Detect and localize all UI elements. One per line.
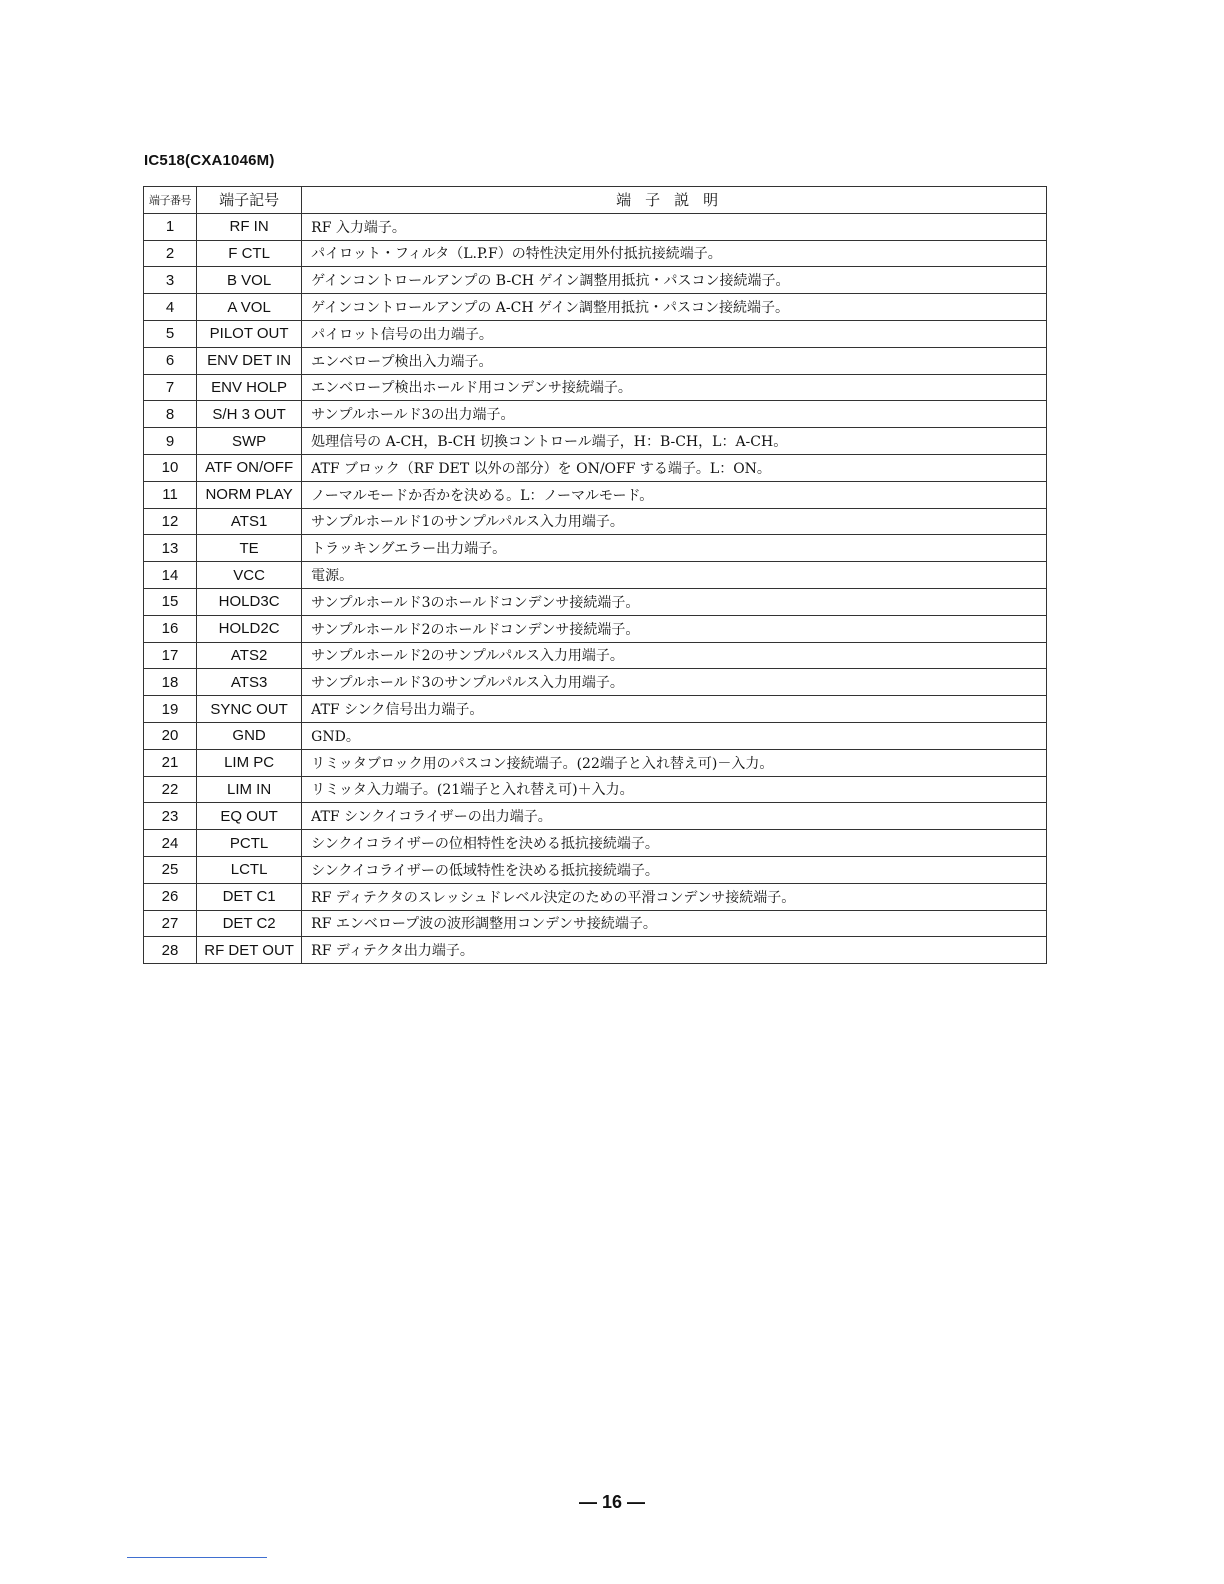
pin-symbol: PCTL xyxy=(197,830,302,857)
pin-symbol: B VOL xyxy=(197,267,302,294)
pin-symbol: NORM PLAY xyxy=(197,481,302,508)
pin-number: 10 xyxy=(144,454,197,481)
pin-number: 1 xyxy=(144,213,197,240)
pin-number: 14 xyxy=(144,562,197,589)
pin-number: 3 xyxy=(144,267,197,294)
table-row xyxy=(144,696,1047,723)
pin-symbol: A VOL xyxy=(197,294,302,321)
pin-number: 27 xyxy=(144,910,197,937)
pin-description: シンクイコライザーの低域特性を決める抵抗接続端子。 xyxy=(302,856,1047,883)
pin-symbol: EQ OUT xyxy=(197,803,302,830)
pin-number: 23 xyxy=(144,803,197,830)
pin-description: ゲインコントロールアンプの A-CH ゲイン調整用抵抗・パスコン接続端子。 xyxy=(302,294,1047,321)
table-row xyxy=(144,267,1047,294)
table-row xyxy=(144,347,1047,374)
footer-rule xyxy=(127,1557,267,1558)
table-row xyxy=(144,856,1047,883)
pin-number: 4 xyxy=(144,294,197,321)
page-number: — 16 — xyxy=(578,1492,646,1512)
pin-description: ATF シンク信号出力端子。 xyxy=(302,696,1047,723)
pin-description: サンプルホールド1のサンプルパルス入力用端子。 xyxy=(302,508,1047,535)
pin-number: 16 xyxy=(144,615,197,642)
pin-symbol: ENV DET IN xyxy=(197,347,302,374)
table-row xyxy=(144,454,1047,481)
pin-symbol: GND xyxy=(197,722,302,749)
table-row xyxy=(144,374,1047,401)
pin-number: 22 xyxy=(144,776,197,803)
pin-number: 5 xyxy=(144,320,197,347)
pin-symbol: ATS2 xyxy=(197,642,302,669)
table-row xyxy=(144,722,1047,749)
pin-description: リミッタブロック用のパスコン接続端子。(22端子と入れ替え可)－入力。 xyxy=(302,749,1047,776)
pin-description: RF 入力端子。 xyxy=(302,213,1047,240)
table-row xyxy=(144,320,1047,347)
pin-number: 7 xyxy=(144,374,197,401)
pin-description: トラッキングエラー出力端子。 xyxy=(302,535,1047,562)
pin-number: 9 xyxy=(144,428,197,455)
pin-number: 19 xyxy=(144,696,197,723)
pin-symbol: LIM IN xyxy=(197,776,302,803)
pin-symbol: HOLD2C xyxy=(197,615,302,642)
pin-number: 25 xyxy=(144,856,197,883)
pin-description: GND。 xyxy=(302,722,1047,749)
pin-symbol: ATS1 xyxy=(197,508,302,535)
table-row xyxy=(144,562,1047,589)
pin-description: ATF シンクイコライザーの出力端子。 xyxy=(302,803,1047,830)
pin-symbol: F CTL xyxy=(197,240,302,267)
pin-symbol: RF IN xyxy=(197,213,302,240)
header-pin-number: 端子番号 xyxy=(144,187,197,214)
pin-symbol: VCC xyxy=(197,562,302,589)
table-row xyxy=(144,776,1047,803)
table-row xyxy=(144,213,1047,240)
pin-symbol: LCTL xyxy=(197,856,302,883)
pin-symbol: ENV HOLP xyxy=(197,374,302,401)
table-row xyxy=(144,428,1047,455)
table-row xyxy=(144,401,1047,428)
pin-description: エンベロープ検出ホールド用コンデンサ接続端子。 xyxy=(302,374,1047,401)
pin-number: 11 xyxy=(144,481,197,508)
pin-symbol: SWP xyxy=(197,428,302,455)
table-row xyxy=(144,803,1047,830)
pin-description: サンプルホールド3の出力端子。 xyxy=(302,401,1047,428)
pin-number: 26 xyxy=(144,883,197,910)
header-pin-symbol: 端子記号 xyxy=(197,187,302,214)
table-row xyxy=(144,937,1047,964)
pin-description: 電源。 xyxy=(302,562,1047,589)
pin-number: 6 xyxy=(144,347,197,374)
table-row xyxy=(144,830,1047,857)
table-row xyxy=(144,669,1047,696)
pin-number: 12 xyxy=(144,508,197,535)
page-heading: IC518(CXA1046M) xyxy=(144,152,275,169)
pin-number: 28 xyxy=(144,937,197,964)
pin-symbol: RF DET OUT xyxy=(197,937,302,964)
pin-symbol: TE xyxy=(197,535,302,562)
pin-number: 8 xyxy=(144,401,197,428)
pin-description: ゲインコントロールアンプの B-CH ゲイン調整用抵抗・パスコン接続端子。 xyxy=(302,267,1047,294)
pin-description: RF ディテクタのスレッシュドレベル決定のための平滑コンデンサ接続端子。 xyxy=(302,883,1047,910)
table-row xyxy=(144,240,1047,267)
pin-number: 21 xyxy=(144,749,197,776)
pin-description: パイロット信号の出力端子。 xyxy=(302,320,1047,347)
table-row xyxy=(144,588,1047,615)
table-row xyxy=(144,535,1047,562)
table-body xyxy=(144,213,1047,963)
pin-number: 2 xyxy=(144,240,197,267)
pin-description: サンプルホールド2のホールドコンデンサ接続端子。 xyxy=(302,615,1047,642)
pin-symbol: ATF ON/OFF xyxy=(197,454,302,481)
pin-symbol: ATS3 xyxy=(197,669,302,696)
header-pin-description: 端子説明 xyxy=(302,187,1047,214)
pin-description: リミッタ入力端子。(21端子と入れ替え可)＋入力。 xyxy=(302,776,1047,803)
pin-symbol: LIM PC xyxy=(197,749,302,776)
pin-description: RF エンベロープ波の波形調整用コンデンサ接続端子。 xyxy=(302,910,1047,937)
pin-symbol: S/H 3 OUT xyxy=(197,401,302,428)
pin-description: シンクイコライザーの位相特性を決める抵抗接続端子。 xyxy=(302,830,1047,857)
pin-symbol: HOLD3C xyxy=(197,588,302,615)
pin-symbol: DET C1 xyxy=(197,883,302,910)
table-row xyxy=(144,883,1047,910)
pin-description: エンベロープ検出入力端子。 xyxy=(302,347,1047,374)
pin-number: 20 xyxy=(144,722,197,749)
pin-number: 17 xyxy=(144,642,197,669)
table-header xyxy=(144,187,1047,214)
table-row xyxy=(144,294,1047,321)
pin-number: 24 xyxy=(144,830,197,857)
table-row xyxy=(144,910,1047,937)
table-row xyxy=(144,749,1047,776)
pin-description: サンプルホールド3のサンプルパルス入力用端子。 xyxy=(302,669,1047,696)
pin-symbol: PILOT OUT xyxy=(197,320,302,347)
table-row xyxy=(144,642,1047,669)
pin-description: ノーマルモードか否かを決める。L：ノーマルモード。 xyxy=(302,481,1047,508)
pin-description-table xyxy=(143,186,1047,964)
pin-number: 13 xyxy=(144,535,197,562)
table-row xyxy=(144,481,1047,508)
table-header-row xyxy=(144,187,1047,214)
pin-symbol: DET C2 xyxy=(197,910,302,937)
pin-description: ATF ブロック（RF DET 以外の部分）を ON/OFF する端子。L：ON。 xyxy=(302,454,1047,481)
pin-description: サンプルホールド2のサンプルパルス入力用端子。 xyxy=(302,642,1047,669)
pin-symbol: SYNC OUT xyxy=(197,696,302,723)
pin-description: パイロット・フィルタ（L.P.F）の特性決定用外付抵抗接続端子。 xyxy=(302,240,1047,267)
pin-number: 15 xyxy=(144,588,197,615)
pin-number: 18 xyxy=(144,669,197,696)
pin-description: RF ディテクタ出力端子。 xyxy=(302,937,1047,964)
table-row xyxy=(144,508,1047,535)
pin-description: 処理信号の A-CH，B-CH 切換コントロール端子，H：B-CH，L：A-CH。 xyxy=(302,428,1047,455)
pin-description: サンプルホールド3のホールドコンデンサ接続端子。 xyxy=(302,588,1047,615)
table-row xyxy=(144,615,1047,642)
